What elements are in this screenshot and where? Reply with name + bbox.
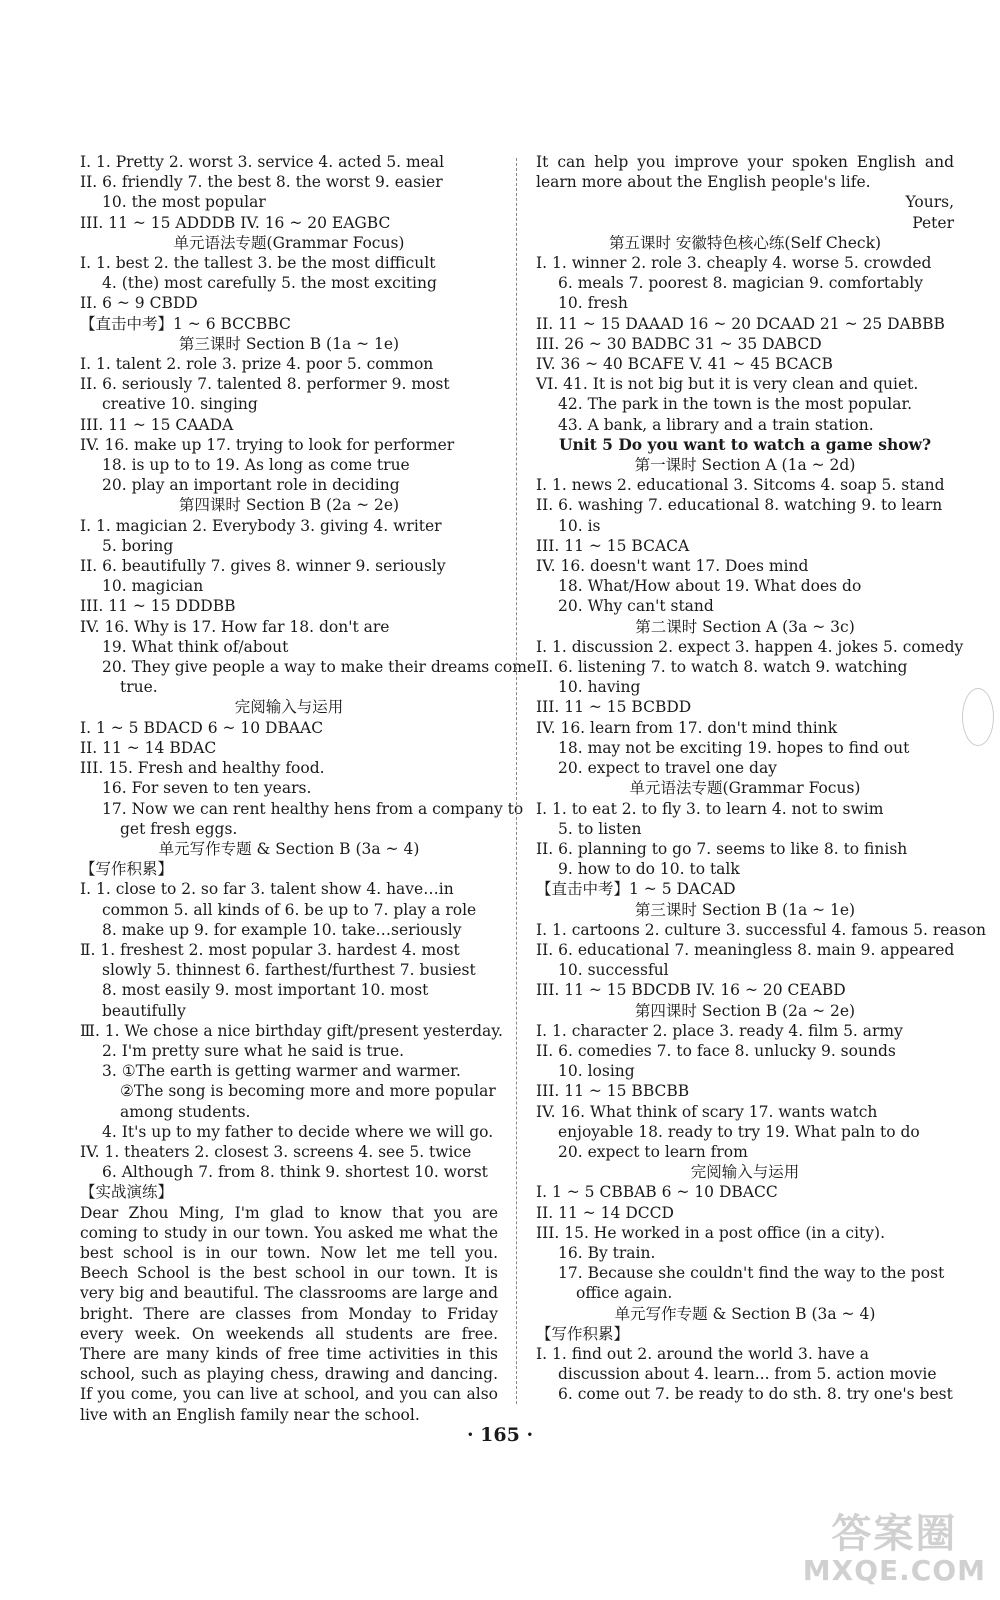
answer-line: 10. magician xyxy=(102,577,204,596)
answer-line: 20. They give people a way to make their dreams come xyxy=(102,658,537,677)
answer-line: 18. What/How about 19. What does do xyxy=(558,577,862,596)
answer-line: true. xyxy=(120,678,158,697)
answer-line: Ⅰ. 1. find out 2. around the world 3. have a xyxy=(536,1344,870,1363)
answer-line: 18. is up to to 19. As long as come true xyxy=(102,456,410,475)
answer-line: 42. The park in the town is the most popular. xyxy=(558,395,913,414)
section-heading: 第二课时 Section A (3a ~ 3c) xyxy=(635,617,855,636)
answer-line: III. 11 ~ 15 BBCBB xyxy=(536,1082,690,1101)
answer-line: 2. I'm pretty sure what he said is true. xyxy=(102,1041,405,1060)
answer-line: I. 1. character 2. place 3. ready 4. film 5. army xyxy=(536,1021,903,1040)
answer-line: office again. xyxy=(576,1284,673,1303)
section-heading: 第五课时 安徽特色核心练(Self Check) xyxy=(608,233,882,252)
answer-line: II. 6. seriously 7. talented 8. performer 9. most xyxy=(80,375,450,394)
answer-line: III. 11 ~ 15 BDCDB IV. 16 ~ 20 CEABD xyxy=(536,981,846,1000)
section-heading: 单元写作专题 & Section B (3a ~ 4) xyxy=(158,839,420,858)
answer-line: IV. 16. Why is 17. How far 18. don't are xyxy=(80,617,390,636)
answer-line: enjoyable 18. ready to try 19. What paln to do xyxy=(558,1122,920,1141)
answer-line: I. 1. magician 2. Everybody 3. giving 4. writer xyxy=(80,516,442,535)
page-number: · 165 · xyxy=(466,1424,534,1446)
watermark-url: MXQE.COM xyxy=(802,1554,986,1587)
answer-line: get fresh eggs. xyxy=(120,819,238,838)
answer-line: III. 26 ~ 30 BADBC 31 ~ 35 DABCD xyxy=(536,334,822,353)
answer-line: 19. What think of/about xyxy=(102,637,289,656)
answer-line: II. 6. comedies 7. to face 8. unlucky 9. sounds xyxy=(536,1041,896,1060)
answer-line: 4. It's up to my father to decide where we will go. xyxy=(102,1122,494,1141)
section-heading: 完阅输入与运用 xyxy=(690,1163,800,1182)
answer-line: I. 1. best 2. the tallest 3. be the most difficult xyxy=(80,254,436,273)
answer-line: common 5. all kinds of 6. be up to 7. play a role xyxy=(102,900,477,919)
answer-line: IV. 1. theaters 2. closest 3. screens 4. see 5. twice xyxy=(80,1142,472,1161)
answer-line: 8. make up 9. for example 10. take…seriously xyxy=(102,920,462,939)
answer-line: I. 1. talent 2. role 3. prize 4. poor 5. common xyxy=(80,355,434,374)
answer-line: 10. fresh xyxy=(558,294,628,313)
section-heading: 单元语法专题(Grammar Focus) xyxy=(629,779,861,798)
watermark xyxy=(803,1512,986,1586)
answer-line: II. 6. listening 7. to watch 8. watch 9. watching xyxy=(536,658,908,677)
column-divider xyxy=(516,158,517,1404)
answer-line: 【实战演练】 xyxy=(80,1183,174,1202)
answer-line: 5. to listen xyxy=(558,819,642,838)
answer-line: 10. the most popular xyxy=(102,193,266,212)
answer-line: 【直击中考】1 ~ 6 BCCBBC xyxy=(80,314,291,333)
answer-line: Yours, xyxy=(905,193,954,212)
answer-line: 【写作积累】 xyxy=(536,1324,630,1343)
answer-line: 17. Now we can rent healthy hens from a company to xyxy=(102,799,524,818)
text-paragraph: It can help you improve your spoken English and learn more about the English people's life. xyxy=(536,153,954,192)
answer-line: 【写作积累】 xyxy=(80,860,174,879)
answer-line: 20. play an important role in deciding xyxy=(102,476,400,495)
answer-line: II. 6. friendly 7. the best 8. the worst 9. easier xyxy=(80,173,443,192)
answer-line: 【直击中考】1 ~ 5 DACAD xyxy=(536,880,736,899)
section-heading: 完阅输入与运用 xyxy=(234,698,344,717)
section-heading: 第三课时 Section B (1a ~ 1e) xyxy=(178,334,400,353)
answer-line: 6. come out 7. be ready to do sth. 8. try one's best xyxy=(558,1385,953,1404)
answer-line: VI. 41. It is not big but it is very clean and quiet. xyxy=(536,375,919,394)
answer-line: II. 6. beautifully 7. gives 8. winner 9. seriously xyxy=(80,557,446,576)
answer-line: II. 6. educational 7. meaningless 8. main 9. appeared xyxy=(536,940,955,959)
answer-line: IV. 16. doesn't want 17. Does mind xyxy=(536,557,809,576)
answer-line: III. 11 ~ 15 BCACA xyxy=(536,536,690,555)
answer-line: 20. expect to travel one day xyxy=(558,759,777,778)
answer-line: Ⅲ. 1. We chose a nice birthday gift/present yesterday. xyxy=(80,1021,503,1040)
answer-line: ②The song is becoming more and more popular xyxy=(120,1082,496,1101)
text-paragraph: Dear Zhou Ming, I'm glad to know that you are coming to study in our town. You asked me what the best school is in our town. Now let me tell you. Beech School is the best school in our town. It is very big and beautiful. The classrooms are large and bright. There are classes from Monday to Friday every week. On weekends all students are free. There are many kinds of free time activities in this school, such as playing chess, drawing and dancing. If you come, you can live at school, and you can also live with an English family near the school. xyxy=(80,1203,498,1424)
answer-line: 8. most easily 9. most important 10. most xyxy=(102,981,429,1000)
answer-line: III. 11 ~ 15 CAADA xyxy=(80,415,234,434)
answer-line: I. 1. news 2. educational 3. Sitcoms 4. soap 5. stand xyxy=(536,476,945,495)
answer-line: I. 1. discussion 2. expect 3. happen 4. jokes 5. comedy xyxy=(536,637,964,656)
answer-line: III. 15. Fresh and healthy food. xyxy=(80,759,325,778)
answer-line: I. 1. to eat 2. to fly 3. to learn 4. not to swim xyxy=(536,799,884,818)
answer-line: 5. boring xyxy=(102,536,174,555)
answer-line: beautifully xyxy=(102,1001,186,1020)
answer-line: 20. Why can't stand xyxy=(558,597,714,616)
answer-line: creative 10. singing xyxy=(102,395,258,414)
answer-line: 6. Although 7. from 8. think 9. shortest 10. worst xyxy=(102,1163,488,1182)
answer-line: among students. xyxy=(120,1102,251,1121)
answer-line: I. 1. Pretty 2. worst 3. service 4. acted 5. meal xyxy=(80,153,445,171)
answer-line: 10. having xyxy=(558,678,641,697)
answer-line: 10. is xyxy=(558,516,601,535)
answer-line: slowly 5. thinnest 6. farthest/furthest 7. busiest xyxy=(102,961,476,980)
answer-line: 20. expect to learn from xyxy=(558,1142,748,1161)
answer-line: I. 1. cartoons 2. culture 3. successful 4. famous 5. reason xyxy=(536,920,986,939)
answer-line: 10. successful xyxy=(558,961,669,980)
section-heading: 单元写作专题 & Section B (3a ~ 4) xyxy=(614,1304,876,1323)
section-heading: 第一课时 Section A (1a ~ 2d) xyxy=(634,456,856,475)
answer-line: Peter xyxy=(912,213,954,232)
answer-line: III. 15. He worked in a post office (in a city). xyxy=(536,1223,885,1242)
answer-line: II. 11 ~ 14 BDAC xyxy=(80,738,217,757)
answer-line: II. 6 ~ 9 CBDD xyxy=(80,294,198,313)
answer-line: III. 11 ~ 15 BCBDD xyxy=(536,698,692,717)
section-heading: Unit 5 Do you want to watch a game show? xyxy=(558,434,932,454)
answer-line: 16. For seven to ten years. xyxy=(102,779,312,798)
answer-line: 4. (the) most carefully 5. the most exciting xyxy=(102,274,437,293)
watermark-logo: 答案圈 xyxy=(831,1511,958,1557)
answer-line: 16. By train. xyxy=(558,1243,656,1262)
answer-line: IV. 16. learn from 17. don't mind think xyxy=(536,718,838,737)
section-heading: 第四课时 Section B (2a ~ 2e) xyxy=(634,1001,856,1020)
answer-line: discussion about 4. learn... from 5. action movie xyxy=(558,1365,937,1384)
answer-line: IV. 16. What think of scary 17. wants watch xyxy=(536,1102,878,1121)
answer-line: 43. A bank, a library and a train station. xyxy=(558,415,874,434)
right-column xyxy=(536,152,986,1405)
answer-line: 3. ①The earth is getting warmer and warmer. xyxy=(102,1062,461,1081)
answer-line: I. 1 ~ 5 BDACD 6 ~ 10 DBAAC xyxy=(80,718,324,737)
answer-line: III. 11 ~ 15 ADDDB IV. 16 ~ 20 EAGBC xyxy=(80,213,391,232)
answer-line: II. 6. washing 7. educational 8. watching 9. to learn xyxy=(536,496,943,515)
answer-line: 17. Because she couldn't find the way to the post xyxy=(558,1264,945,1283)
answer-line: I. 1 ~ 5 CBBAB 6 ~ 10 DBACC xyxy=(536,1183,778,1202)
answer-line: II. 6. planning to go 7. seems to like 8. to finish xyxy=(536,839,908,858)
answer-line: 18. may not be exciting 19. hopes to find out xyxy=(558,738,910,757)
answer-line: IV. 36 ~ 40 BCAFE V. 41 ~ 45 BCACB xyxy=(536,355,833,374)
answer-line: III. 11 ~ 15 DDDBB xyxy=(80,597,236,616)
answer-line: IV. 16. make up 17. trying to look for performer xyxy=(80,435,455,454)
answer-line: Ⅰ. 1. close to 2. so far 3. talent show 4. have…in xyxy=(80,880,454,899)
answer-line: 9. how to do 10. to talk xyxy=(558,860,740,879)
binding-stamp-icon xyxy=(962,688,994,746)
section-heading: 单元语法专题(Grammar Focus) xyxy=(173,233,405,252)
section-heading: 第四课时 Section B (2a ~ 2e) xyxy=(178,496,400,515)
answer-line: 6. meals 7. poorest 8. magician 9. comfortably xyxy=(558,274,923,293)
left-column xyxy=(80,152,537,1425)
answer-line: Ⅱ. 1. freshest 2. most popular 3. hardest 4. most xyxy=(80,940,460,959)
answer-line: II. 11 ~ 14 DCCD xyxy=(536,1203,674,1222)
section-heading: 第三课时 Section B (1a ~ 1e) xyxy=(634,900,856,919)
answer-line: II. 11 ~ 15 DAAAD 16 ~ 20 DCAAD 21 ~ 25 DABBB xyxy=(536,314,945,333)
answer-line: 10. losing xyxy=(558,1062,635,1081)
answer-line: I. 1. winner 2. role 3. cheaply 4. worse 5. crowded xyxy=(536,254,932,273)
